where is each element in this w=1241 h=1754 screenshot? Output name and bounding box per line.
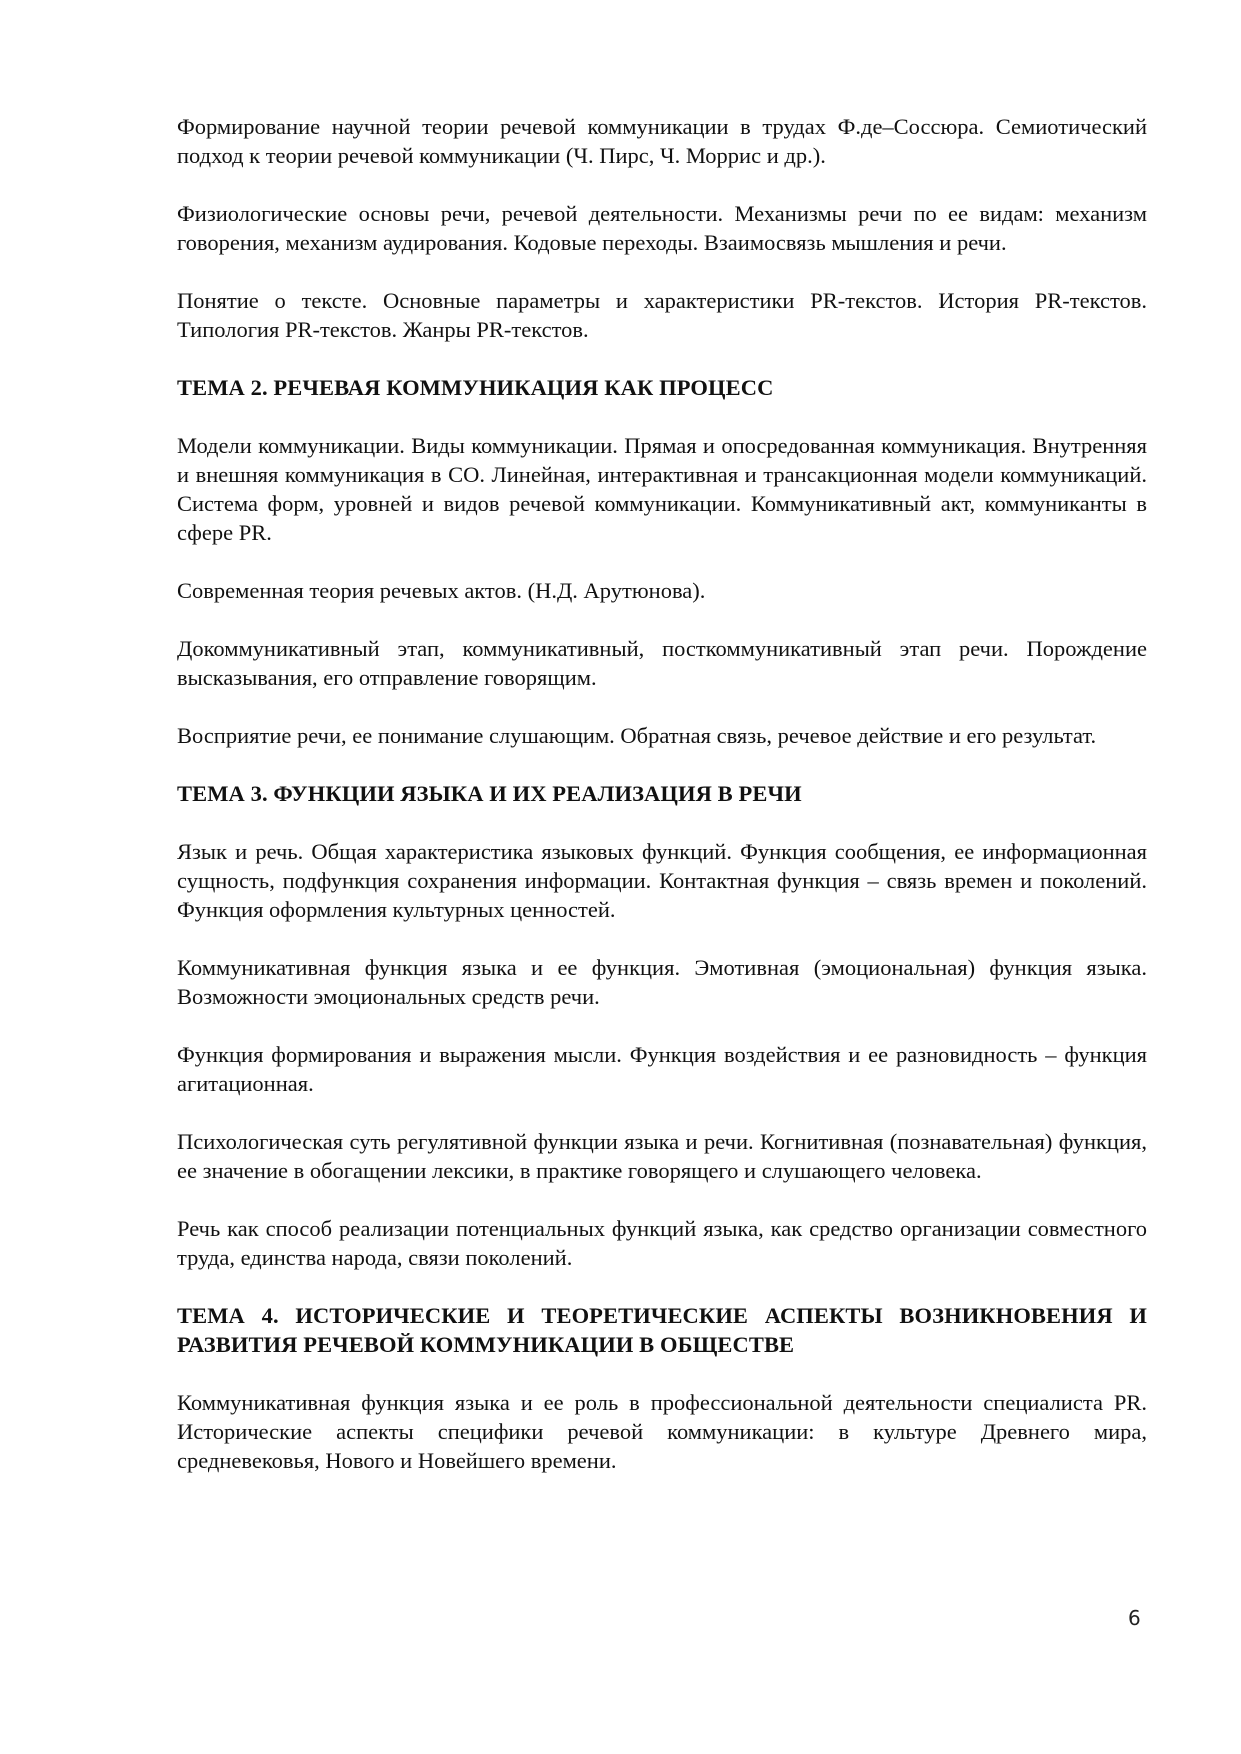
paragraph-communication-models: Модели коммуникации. Виды коммуникации. Прямая и опосредованная коммуникация. Внутренняя и внешняя коммуникация в СО. Линейная, интерактивная и трансакционная модели коммуникаций. Система форм, уровней и видов речевой коммуникации. Коммуникативный акт, коммуниканты в сфере PR. bbox=[177, 433, 1147, 545]
paragraph-physiology-of-speech: Физиологические основы речи, речевой деятельности. Механизмы речи по ее видам: механизм говорения, механизм аудирования. Кодовые переходы. Взаимосвязь мышления и речи. bbox=[177, 201, 1147, 255]
page-number: 6 bbox=[1128, 1606, 1141, 1630]
heading-topic-2: ТЕМА 2. РЕЧЕВАЯ КОММУНИКАЦИЯ КАК ПРОЦЕСС bbox=[177, 375, 774, 400]
paragraph-communication-stages: Докоммуникативный этап, коммуникативный, посткоммуникативный этап речи. Порождение высказывания, его отправление говорящим. bbox=[177, 636, 1147, 690]
paragraph-thought-formation: Функция формирования и выражения мысли. Функция воздействия и ее разновидность – функция агитационная. bbox=[177, 1042, 1147, 1096]
heading-topic-3: ТЕМА 3. ФУНКЦИИ ЯЗЫКА И ИХ РЕАЛИЗАЦИЯ В РЕЧИ bbox=[177, 781, 802, 806]
document-page bbox=[177, 112, 1147, 1504]
heading-topic-4: ТЕМА 4. ИСТОРИЧЕСКИЕ И ТЕОРЕТИЧЕСКИЕ АСПЕКТЫ ВОЗНИКНОВЕНИЯ И РАЗВИТИЯ РЕЧЕВОЙ КОММУНИКАЦИИ В ОБЩЕСТВЕ bbox=[177, 1303, 1147, 1357]
paragraph-historical-aspects: Коммуникативная функция языка и ее роль в профессиональной деятельности специалиста PR. Исторические аспекты специфики речевой коммуникации: в культуре Древнего мира, средневековья, Нового и Новейшего времени. bbox=[177, 1390, 1147, 1473]
paragraph-speech-perception: Восприятие речи, ее понимание слушающим. Обратная связь, речевое действие и его результат. bbox=[177, 723, 1097, 748]
paragraph-emotive-function: Коммуникативная функция языка и ее функция. Эмотивная (эмоциональная) функция языка. Возможности эмоциональных средств речи. bbox=[177, 955, 1147, 1009]
paragraph-speech-acts-theory: Современная теория речевых актов. (Н.Д. Арутюнова). bbox=[177, 578, 706, 603]
paragraph-saussure-semiotics: Формирование научной теории речевой коммуникации в трудах Ф.де–Соссюра. Семиотический подход к теории речевой коммуникации (Ч. Пирс, Ч. Моррис и др.). bbox=[177, 114, 1147, 168]
paragraph-speech-realization: Речь как способ реализации потенциальных функций языка, как средство организации совместного труда, единства народа, связи поколений. bbox=[177, 1216, 1147, 1270]
paragraph-regulative-function: Психологическая суть регулятивной функции языка и речи. Когнитивная (познавательная) функция, ее значение в обогащении лексики, в практике говорящего и слушающего человека. bbox=[177, 1129, 1147, 1183]
paragraph-language-functions: Язык и речь. Общая характеристика языковых функций. Функция сообщения, ее информационная сущность, подфункция сохранения информации. Контактная функция – связь времен и поколений. Функция оформления культурных ценностей. bbox=[177, 839, 1147, 922]
paragraph-pr-texts: Понятие о тексте. Основные параметры и характеристики PR-текстов. История PR-текстов. Типология PR-текстов. Жанры PR-текстов. bbox=[177, 288, 1147, 342]
